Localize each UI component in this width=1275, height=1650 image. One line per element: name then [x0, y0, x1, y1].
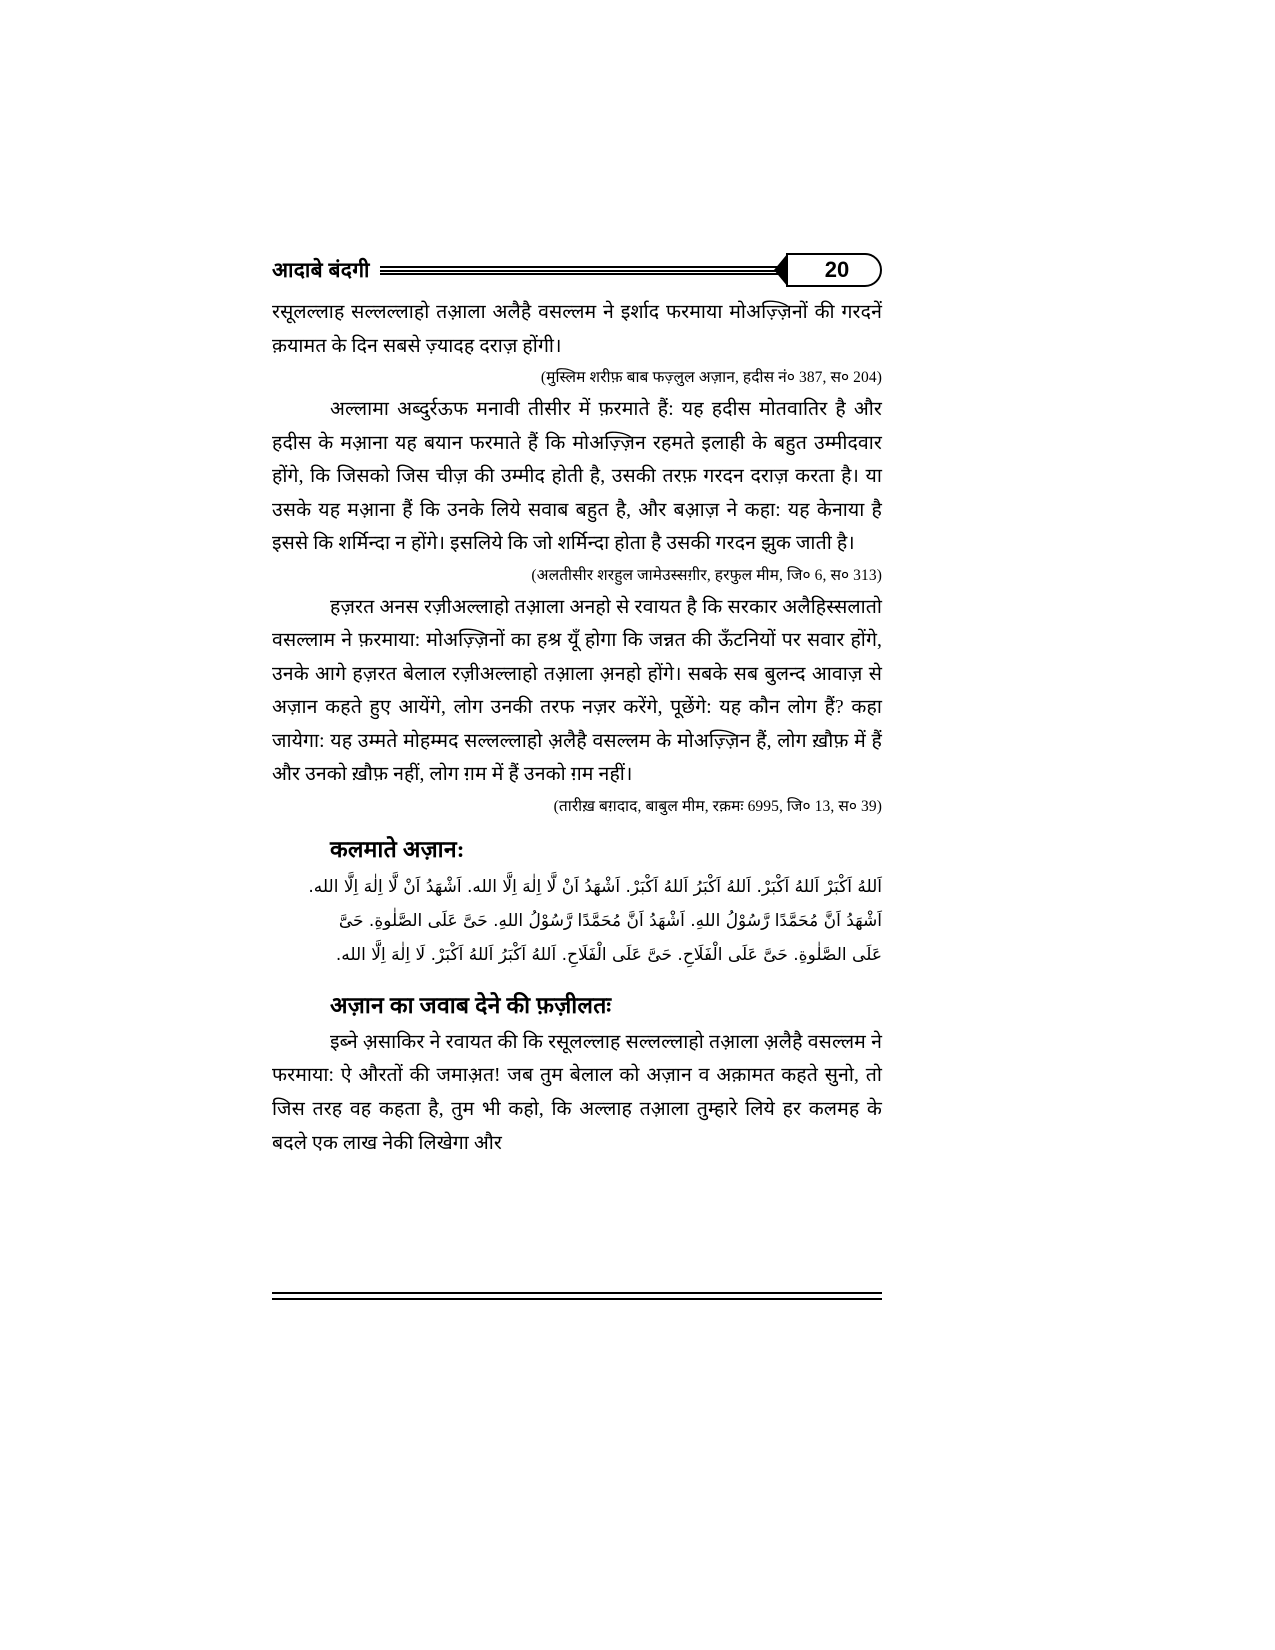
arabic-line-2: اَشْهَدُ اَنَّ مُحَمَّدًا رَّسُوْلُ اللهِ. اَشْهَدُ اَنَّ مُحَمَّدًا رَّسُوْلُ اللهِ. حَىَّ عَلَى الصَّلٰوةِ. حَىَّ [338, 910, 882, 931]
header-rule-lines [380, 264, 788, 278]
running-title: आदाबे बंदगी [272, 258, 370, 282]
page-number: 20 [824, 257, 850, 282]
section-heading-kalmate-azan: कलमाते अज़ान: [330, 836, 465, 862]
paragraph-4: इब्ने अ़साकिर ने रवायत की कि रसूलल्लाह सल्लल्लाहो तआ़ला अ़लैहै वसल्लम ने फरमाया: ऐ औरतों की जमाअ़त! जब तुम बेलाल को अज़ान व अक़ामत कहते सुनो, तो जिस तरह वह कहता है, तुम भी कहो, कि अल्लाह तआ़ला तुम्हारे लिये हर कलमह के बदले एक लाख नेकी लिखेगा और [272, 1031, 882, 1154]
page-number-tab [786, 253, 882, 287]
arabic-text-block [272, 870, 882, 972]
reference-2: (अलतीसीर शरहुल जामेउस्सग़ीर, हरफुल मीम, जि० 6, स० 313) [531, 566, 882, 584]
arabic-line-3: عَلَى الصَّلٰوةِ. حَىَّ عَلَى الْفَلَاحِ. حَىَّ عَلَى الْفَلَاحِ. اَللهُ اَكْبَرُ اَللهُ اَكْبَرْ. لَا اِلٰهَ اِلَّا الله. [335, 944, 882, 965]
paragraph-1: रसूलल्लाह सल्लल्लाहो तआ़ला अलैहै वसल्लम ने इर्शाद फरमाया मोअज़्ज़िनों की गरदनें क़यामत के दिन सबसे ज़्यादह दराज़ होंगी। [272, 302, 882, 357]
page-content [272, 248, 882, 1162]
footer-rule-lines [272, 1292, 882, 1302]
paragraph-3: हज़रत अनस रज़ीअल्लाहो तआ़ला अनहो से रवायत है कि सरकार अलैहिस्सलातो वसल्लाम ने फ़रमाया: मोअज़्ज़िनों का हश्र यूँ होगा कि जन्नत की ऊँटनियों पर सवार होंगे, उनके आगे हज़रत बेलाल रज़ीअल्लाहो तआ़ला अ़नहो होंगे। सबके सब बुलन्द आवाज़ से अज़ान कहते हुए आयेंगे, लोग उनकी तरफ नज़र करेंगे, पूछेंगे: यह कौन लोग हैं? कहा जायेगा: यह उम्मते मोहम्मद सल्लल्लाहो अ़लैहै वसल्लम के मोअज़्ज़िन हैं, लोग ख़ौफ़ में हैं और उनको ख़ौफ़ नहीं, लोग ग़म में हैं उनको ग़म नहीं। [272, 596, 882, 786]
arabic-line-1: اَللهُ اَكْبَرْ اَللهُ اَكْبَرْ. اَللهُ اَكْبَرُ اَللهُ اَكْبَرْ. اَشْهَدُ اَنْ لَّا اِلٰهَ اِلَّا الله. اَشْهَدُ اَنْ لَّا اِلٰهَ اِلَّا الله. [308, 876, 882, 897]
paragraph-2: अल्लामा अब्दुर्रऊफ मनावी तीसीर में फ़रमाते हैं: यह हदीस मोतवातिर है और हदीस के मआ़ना यह बयान फरमाते हैं कि मोअज़्ज़िन रहमते इलाही के बहुत उम्मीदवार होंगे, कि जिसको जिस चीज़ की उम्मीद होती है, उसकी तरफ़ गरदन दराज़ करता है। या उसके यह मआ़ना हैं कि उनके लिये सवाब बहुत है, और बअ़ाज़ ने कहा: यह केनाया है इससे कि शर्मिन्दा न होंगे। इसलिये कि जो शर्मिन्दा होता है उसकी गरदन झुक जाती है। [272, 399, 882, 555]
section-heading-azan-ka-jawab: अज़ान का जवाब देने की फ़ज़ीलतः [330, 992, 612, 1018]
reference-1: (मुस्लिम शरीफ़ बाब फज़्लुल अज़ान, हदीस नं० 387, स० 204) [540, 369, 882, 387]
reference-3: (तारीख़ बग़दाद, बाबुल मीम, रक़मः 6995, जि० 13, स० 39) [553, 797, 882, 815]
page-header [272, 248, 882, 292]
